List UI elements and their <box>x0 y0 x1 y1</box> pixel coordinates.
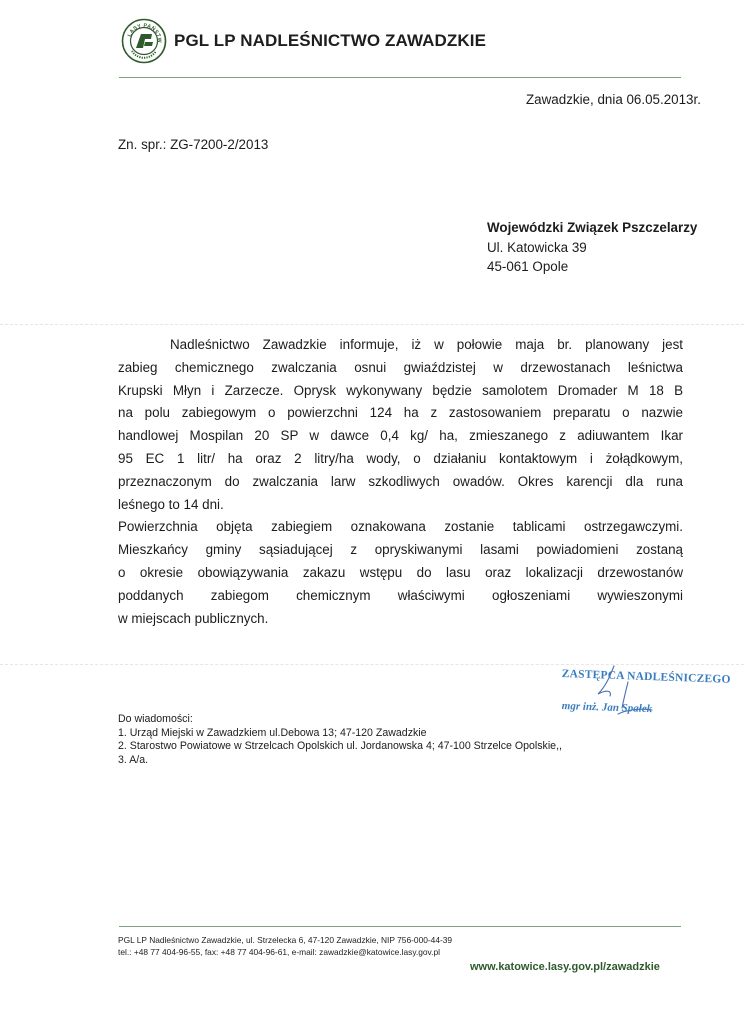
body-line: o okresie obowiązywania zakazu wstępu do lasu oraz lokalizacji drzewostanów <box>118 564 683 580</box>
lasy-panstwowe-logo <box>121 18 167 64</box>
body-line: leśnego to 14 dni. <box>118 496 224 512</box>
footer-divider <box>119 926 681 927</box>
handwritten-signature <box>570 664 680 724</box>
recipient-city: 45-061 Opole <box>487 259 569 274</box>
recipient-street: Ul. Katowicka 39 <box>487 239 587 255</box>
logo-lettering: LASY PAŃSTW <box>126 22 163 44</box>
body-line: Mieszkańcy gminy sąsiadującej z opryskiwanymi lasami powiadomieni zostaną <box>118 542 683 558</box>
organization-title: PGL LP NADLEŚNICTWO ZAWADZKIE <box>174 31 487 50</box>
scan-artefact-line <box>0 324 744 325</box>
body-line: na polu zabiegowym o powierzchni 124 ha z zastosowaniem preparatu o nazwie <box>118 405 683 421</box>
document-date: Zawadzkie, dnia 06.05.2013r. <box>526 92 701 107</box>
body-line: Krupski Młyn i Zarzecze. Oprysk wykonywany będzie samolotem Dromader M 18 B <box>118 382 683 398</box>
distribution-list <box>118 713 562 767</box>
body-line: zabieg chemicznego zwalczania osnui gwiaździstej w drzewostanach leśnictwa <box>118 359 683 375</box>
recipient-address <box>487 218 697 277</box>
body-line: 95 EC 1 litr/ ha oraz 2 litry/ha wody, o działaniu kontaktowym i żołądkowym, <box>118 450 683 466</box>
distribution-heading: Do wiadomości: <box>118 713 193 725</box>
body-line: Powierzchnia objęta zabiegiem oznakowana zostanie tablicami ostrzegawczymi. <box>118 519 683 535</box>
body-line: przeznaczonym do zwalczania larw szkodliwych owadów. Okres karencji dla runa <box>118 473 683 489</box>
signatory-name-stamp: mgr inż. Jan Spałek <box>561 700 653 716</box>
reference-number: Zn. spr.: ZG-7200-2/2013 <box>118 137 269 152</box>
distribution-item: 2. Starostwo Powiatowe w Strzelcach Opolskich ul. Jordanowska 4; 47-100 Strzelce Opolskie,, <box>118 740 562 753</box>
header-divider <box>119 77 681 78</box>
signature-title-stamp: ZASTĘPCA NADLEŚNICZEGO <box>561 668 731 686</box>
body-line: handlowej Mospilan 20 SP w dawce 0,4 kg/ ha, zmieszanego z adiuwantem Ikar <box>118 428 683 444</box>
body-line: poddanych zabiegom chemicznym właściwymi ogłoszeniami wywieszonymi <box>118 587 683 603</box>
recipient-name: Wojewódzki Związek Pszczelarzy <box>487 220 698 235</box>
distribution-item: 1. Urząd Miejski w Zawadzkiem ul.Debowa 13; 47-120 Zawadzkie <box>118 726 427 739</box>
footer-contact: tel.: +48 77 404-96-55, fax: +48 77 404-96-61, e-mail: zawadzkie@katowice.lasy.gov.pl <box>118 947 440 957</box>
footer-address: PGL LP Nadleśnictwo Zawadzkie, ul. Strzelecka 6, 47-120 Zawadzkie, NIP 756-000-44-39 <box>118 935 453 945</box>
body-line: Nadleśnictwo Zawadzkie informuje, iż w połowie maja br. planowany jest <box>170 337 683 352</box>
distribution-item: 3. A/a. <box>118 753 149 766</box>
body-line: w miejscach publicznych. <box>118 610 269 626</box>
letter-body <box>118 334 683 630</box>
footer-website-link[interactable]: www.katowice.lasy.gov.pl/zawadzkie <box>470 961 660 973</box>
